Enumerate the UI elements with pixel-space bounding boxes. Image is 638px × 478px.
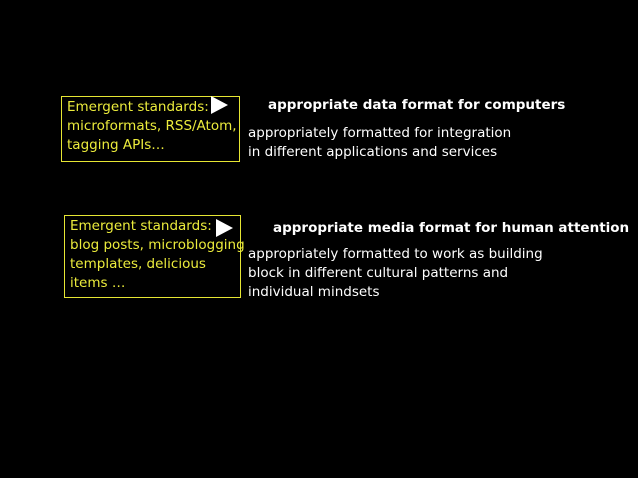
body-line: appropriately formatted to work as building xyxy=(248,246,543,262)
box-line: Emergent standards: xyxy=(70,218,212,234)
box-line: tagging APIs… xyxy=(67,137,165,153)
heading-humans: appropriate media format for human attention xyxy=(273,220,630,236)
body-computers xyxy=(248,124,511,162)
standards-box-humans xyxy=(64,215,245,298)
box-line: items … xyxy=(70,275,126,291)
box-line: blog posts, microblogging xyxy=(70,237,245,253)
body-line: appropriately formatted for integration xyxy=(248,125,512,141)
play-triangle-icon xyxy=(211,96,228,114)
heading-computers: appropriate data format for computers xyxy=(268,97,566,113)
play-triangle-icon xyxy=(216,219,233,237)
box-line: templates, delicious xyxy=(70,256,206,272)
body-humans xyxy=(248,245,543,302)
body-line: in different applications and services xyxy=(248,144,498,160)
box-line: microformats, RSS/Atom, xyxy=(67,118,237,134)
box-line: Emergent standards: xyxy=(67,99,209,115)
body-line: individual mindsets xyxy=(248,284,380,300)
body-line: block in different cultural patterns and xyxy=(248,265,509,281)
